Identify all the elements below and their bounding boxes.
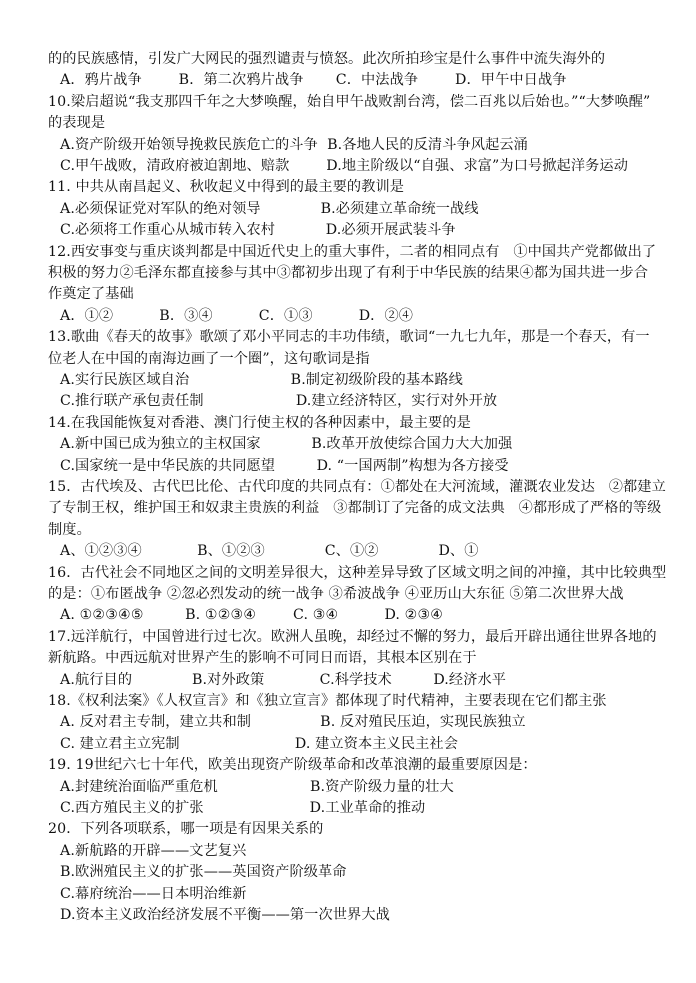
question-text-line: 20．下列各项联系，哪一项是有因果关系的 <box>48 821 324 838</box>
question-text-line: 的是：①布匿战争 ②忽必烈发动的统一战争 ③希波战争 ④亚历山大东征 ⑤第二次世界大战 <box>48 586 624 602</box>
question-text-line: 19. 19世纪六七十年代，欧美出现资产阶级革命和改革浪潮的最重要原因是： <box>48 757 537 774</box>
question-text-line: 的表现是 <box>48 115 106 132</box>
question-text-line: 13.歌曲《春天的故事》歌颂了邓小平同志的丰功伟绩，歌词“一九七九年，那是一个春天，有一 <box>48 329 650 346</box>
answer-options-line: A.必须保证党对军队的绝对领导 B.必须建立革命统一战线 <box>60 200 479 217</box>
answer-options-line: A.航行目的 B.对外政策 C.科学技术 D.经济水平 <box>60 671 507 688</box>
answer-options-line: A.实行民族区域自治 B.制定初级阶段的基本路线 <box>60 372 463 388</box>
answer-options-line: A.新航路的开辟——文艺复兴 <box>60 842 247 859</box>
answer-options-line: D.资本主义政治经济发展不平衡——第一次世界大战 <box>60 907 390 923</box>
question-text-line: 制度。 <box>48 521 91 538</box>
answer-options-line: C.西方殖民主义的扩张 D.工业革命的推动 <box>60 800 426 816</box>
answer-options-line: C. 建立君主立宪制 D. 建立资本主义民主社会 <box>60 735 458 752</box>
answer-options-line: B.欧洲殖民主义的扩张——英国资产阶级革命 <box>60 864 347 881</box>
answer-options-line: A．鸦片战争 B．第二次鸦片战争 C．中法战争 D．甲午中日战争 <box>60 72 567 89</box>
question-text-line: 了专制王权，维护国王和奴隶主贵族的利益 ③都制订了完备的成文法典 ④都形成了严格的等级 <box>48 500 662 517</box>
question-text-line: 位老人在中国的南海边画了一个圈”，这句歌词是指 <box>48 350 370 367</box>
question-text-line: 积极的努力②毛泽东都直接参与其中③都初步出现了有利于中华民族的结果④都为国共进一步合 <box>48 265 649 281</box>
answer-options-line: C.幕府统治——日本明治维新 <box>60 885 247 902</box>
question-text-line: 11. 中共从南昌起义、秋收起义中得到的最主要的教训是 <box>48 179 405 196</box>
answer-options-line: A.新中国已成为独立的主权国家 B.改革开放使综合国力大大加强 <box>60 436 513 453</box>
answer-options-line: C.必须将工作重心从城市转入农村 D.必须开展武装斗争 <box>60 222 456 239</box>
answer-options-line: A．①② B．③④ C．①③ D．②④ <box>60 307 414 324</box>
question-text-line: 18.《权利法案》《人权宣言》和《独立宣言》都体现了时代精神，主要表现在它们都主张 <box>48 693 607 709</box>
question-text-line: 新航路。中西远航对世界产生的影响不可同日而语，其根本区别在于 <box>48 650 477 667</box>
answer-options-line: A、①②③④ B、①②③ C、①② D、① <box>60 543 479 560</box>
answer-options-line: A. 反对君主专制，建立共和制 B. 反对殖民压迫，实现民族独立 <box>60 714 526 731</box>
answer-options-line: A. ①②③④⑤ B. ①②③④ C. ③④ D. ②③④ <box>60 607 444 624</box>
question-text-line: 17.远洋航行，中国曾进行过七次。欧洲人虽晚，却经过不懈的努力，最后开辟出通往世界各地的 <box>48 628 657 645</box>
answer-options-line: A.资产阶级开始领导挽救民族危亡的斗争 B.各地人民的反清斗争风起云涌 <box>60 136 528 153</box>
question-text-line: 作奠定了基础 <box>48 286 134 303</box>
answer-options-line: A.封建统治面临严重危机 B.资产阶级力量的壮大 <box>60 778 454 795</box>
answer-options-line: C.国家统一是中华民族的共同愿望 D. “一国两制”构想为各方接受 <box>60 457 509 474</box>
question-text-line: 的的民族感情，引发广大网民的强烈谴责与愤怒。此次所拍珍宝是什么事件中流失海外的 <box>48 51 606 67</box>
question-text-line: 10.梁启超说“我支那四千年之大梦唤醒，始自甲午战败割台湾，偿二百兆以后始也。”“大梦唤醒” <box>48 93 651 110</box>
answer-options-line: C.甲午战败，清政府被迫割地、赔款 D.地主阶级以“自强、求富”为口号掀起洋务运动 <box>60 158 628 174</box>
question-text-line: 15．古代埃及、古代巴比伦、古代印度的共同点有：①都处在大河流域，灌溉农业发达 ②都建立 <box>48 479 666 495</box>
question-text-line: 14.在我国能恢复对香港、澳门行使主权的各种因素中，最主要的是 <box>48 414 471 431</box>
answer-options-line: C.推行联产承包责任制 D.建立经济特区，实行对外开放 <box>60 393 498 410</box>
question-text-line: 12.西安事变与重庆谈判都是中国近代史上的重大事件，二者的相同点有 ①中国共产党都做出了 <box>48 243 657 260</box>
question-text-line: 16．古代社会不同地区之间的文明差异很大，这种差异导致了区域文明之间的冲撞，其中比较典型 <box>48 564 667 581</box>
